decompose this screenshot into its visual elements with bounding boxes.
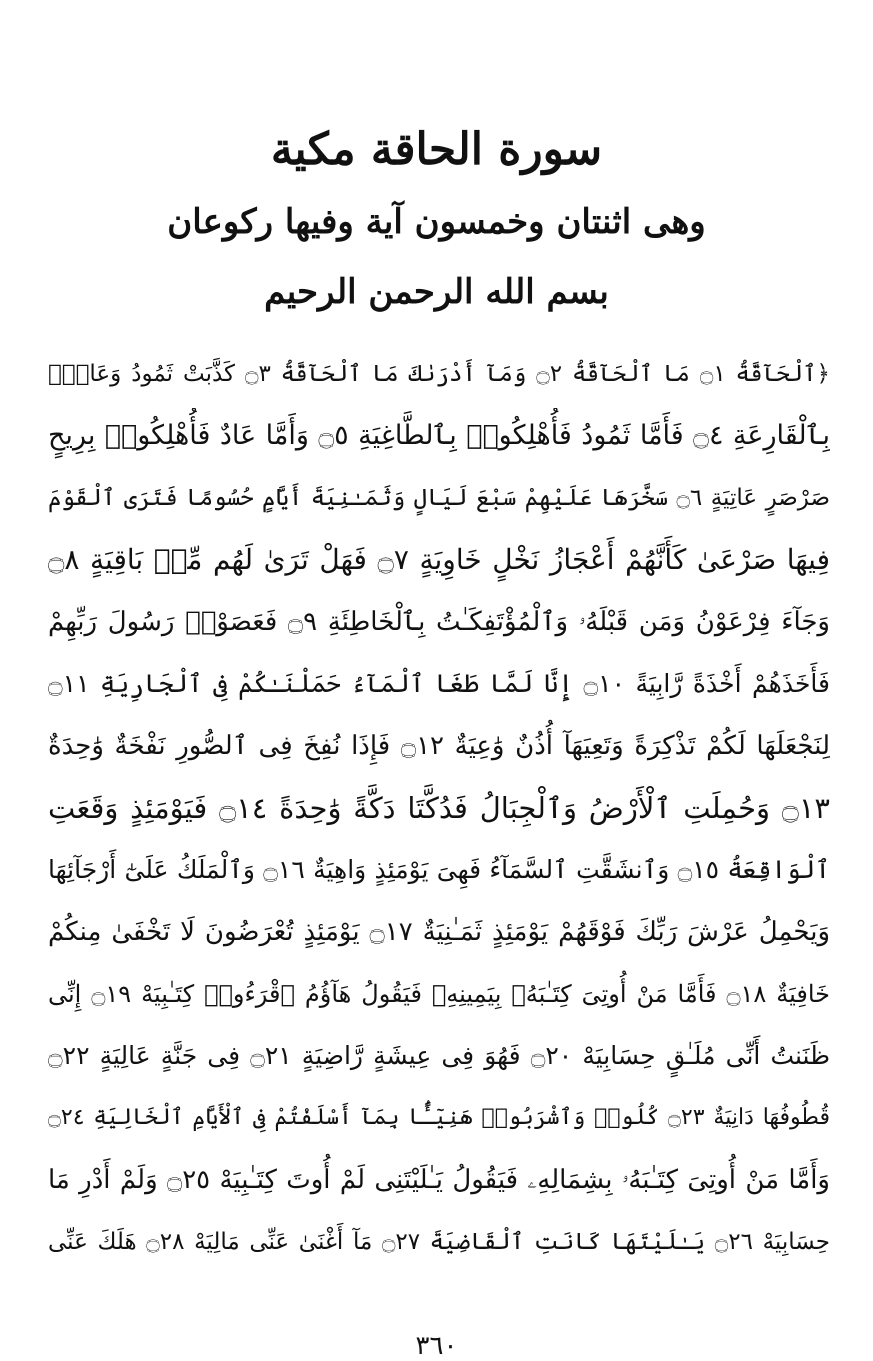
verse-line: خَافِيَةٌ ۝١٨ فَأَمَّا مَنْ أُوتِىَ كِتَـٰبَهُۥ بِيَمِينِهِۦ فَيَقُولُ هَآؤُمُ ٱقْرَءُوا۟ كِتَـٰبِيَهْ ۝١٩ إِنِّى (48, 980, 830, 1008)
verse-line: ۝١٣ وَحُمِلَتِ ٱلْأَرْضُ وَٱلْجِبَالُ فَدُكَّتَا دَكَّةً وَٰحِدَةً ۝١٤ فَيَوْمَئِذٍ وَقَعَتِ (48, 791, 830, 825)
verse-line: ٱلْوَاقِعَةُ ۝١٥ وَٱنشَقَّتِ ٱلسَّمَآءُ فَهِىَ يَوْمَئِذٍ وَاهِيَةٌ ۝١٦ وَٱلْمَلَكُ عَلَىٰٓ أَرْجَآئِهَا (48, 855, 830, 884)
surah-info: وهى اثنتان وخمسون آية وفيها ركوعان (167, 202, 706, 242)
verse-line: لِنَجْعَلَهَا لَكُمْ تَذْكِرَةً وَتَعِيَهَآ أُذُنٌ وَٰعِيَةٌ ۝١٢ فَإِذَا نُفِخَ فِى ٱلصُّورِ نَفْخَةٌ وَٰحِدَةٌ (48, 731, 830, 761)
page-number: ٣٦٠ (415, 1331, 458, 1361)
verse-line: ﴿ٱلْحَآقَّةُ ۝١ مَا ٱلْحَآقَّةُ ۝٢ وَمَآ أَدْرَىٰكَ مَا ٱلْحَآقَّةُ ۝٣ كَذَّبَتْ ثَمُودُ وَعَادٌۢ (48, 361, 830, 387)
verse-line: صَرْصَرٍ عَاتِيَةٍ ۝٦ سَخَّرَهَا عَلَيْهِمْ سَبْعَ لَيَالٍ وَثَمَـٰنِيَةَ أَيَّامٍ حُسُومًا فَتَرَى ٱلْقَوْمَ (48, 485, 830, 511)
surah-title: سورة الحاقة مكية (270, 124, 603, 175)
verse-line: وَيَحْمِلُ عَرْشَ رَبِّكَ فَوْقَهُمْ يَوْمَئِذٍ ثَمَـٰنِيَةٌ ۝١٧ يَوْمَئِذٍ تُعْرَضُونَ لَا تَخْفَىٰ مِنكُمْ (48, 917, 830, 947)
verse-line: بِٱلْقَارِعَةِ ۝٤ فَأَمَّا ثَمُودُ فَأُهْلِكُوا۟ بِٱلطَّاغِيَةِ ۝٥ وَأَمَّا عَادٌ فَأُهْلِكُوا۟ بِرِيحٍ (48, 420, 830, 451)
verse-line: وَأَمَّا مَنْ أُوتِىَ كِتَـٰبَهُۥ بِشِمَالِهِۦ فَيَقُولُ يَـٰلَيْتَنِى لَمْ أُوتَ كِتَـٰبِيَهْ ۝٢٥ وَلَمْ أَدْرِ مَا (48, 1165, 830, 1195)
verse-line: وَجَآءَ فِرْعَوْنُ وَمَن قَبْلَهُۥ وَٱلْمُؤْتَفِكَـٰتُ بِٱلْخَاطِئَةِ ۝٩ فَعَصَوْا۟ رَسُولَ رَبِّهِمْ (48, 607, 830, 637)
verse-line: قُطُوفُهَا دَانِيَةٌ ۝٢٣ كُلُوا۟ وَٱشْرَبُوا۟ هَنِيٓـًٔۢا بِمَآ أَسْلَفْتُمْ فِى ٱلْأَيَّامِ ٱلْخَالِيَةِ ۝٢٤ (48, 1105, 830, 1130)
verses-block (48, 346, 830, 1276)
verse-line: فَأَخَذَهُمْ أَخْذَةً رَّابِيَةً ۝١٠ إِنَّا لَمَّا طَغَا ٱلْمَآءُ حَمَلْنَـٰكُمْ فِى ٱلْجَارِيَةِ ۝١١ (48, 669, 830, 698)
basmala: بسم الله الرحمن الرحيم (264, 272, 609, 312)
verse-line: حِسَابِيَهْ ۝٢٦ يَـٰلَيْتَهَا كَانَتِ ٱلْقَاضِيَةَ ۝٢٧ مَآ أَغْنَىٰ عَنِّى مَالِيَهْ ۝٢٨ هَلَكَ عَنِّى (48, 1229, 830, 1255)
verse-line: ظَنَنتُ أَنِّى مُلَـٰقٍ حِسَابِيَهْ ۝٢٠ فَهُوَ فِى عِيشَةٍ رَّاضِيَةٍ ۝٢١ فِى جَنَّةٍ عَالِيَةٍ ۝٢٢ (48, 1041, 830, 1070)
verse-line: فِيهَا صَرْعَىٰ كَأَنَّهُمْ أَعْجَازُ نَخْلٍ خَاوِيَةٍ ۝٧ فَهَلْ تَرَىٰ لَهُم مِّنۢ بَاقِيَةٍ ۝٨ (48, 543, 830, 576)
